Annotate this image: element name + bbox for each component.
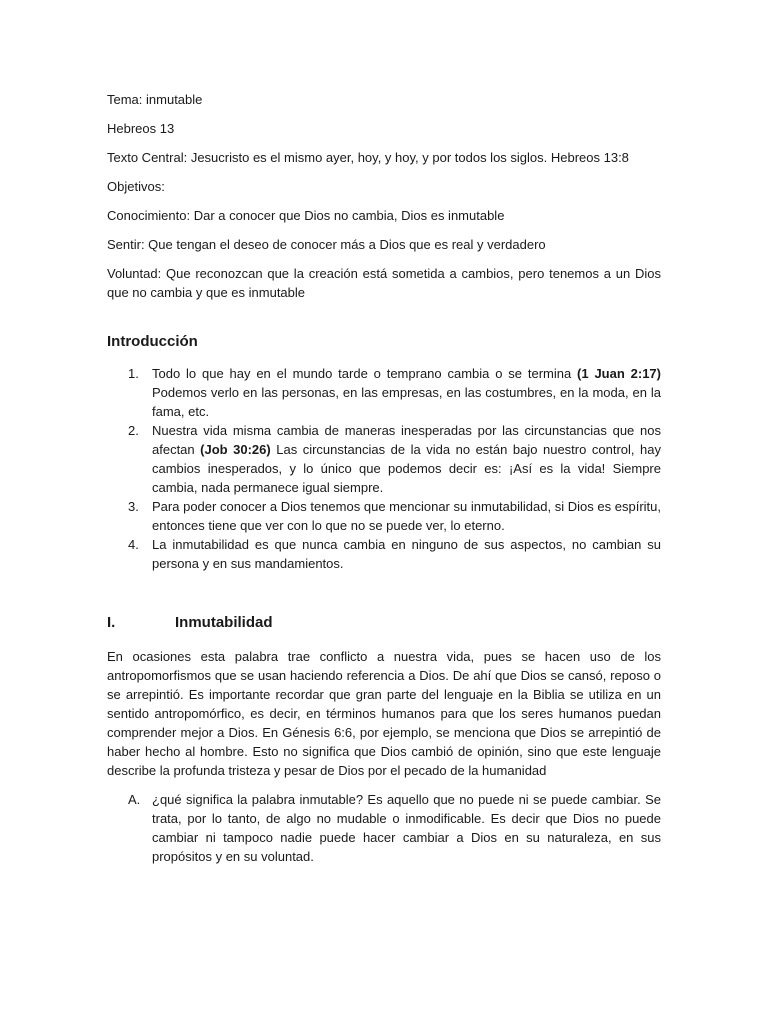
section-heading-inmutabilidad	[107, 613, 661, 633]
list-item-text	[152, 421, 661, 497]
sentir-line: Sentir: Que tengan el deseo de conocer más a Dios que es real y verdadero	[107, 237, 546, 252]
section-title: Inmutabilidad	[175, 614, 273, 631]
list-number: 1.	[128, 366, 139, 381]
bible-reference: (Job 30:26)	[200, 442, 271, 457]
introduccion-heading: Introducción	[107, 333, 198, 350]
tema-line: Tema: inmutable	[107, 92, 203, 107]
objetivos-line: Objetivos:	[107, 179, 165, 194]
item-text-after: Podemos verlo en las personas, en las empresas, en las costumbres, en la moda, en la fama, etc.	[152, 385, 661, 419]
list-item-text: ¿qué significa la palabra inmutable? Es aquello que no puede ni se puede cambiar. Se trata, por lo tanto, de algo no mudable o inmodificable. Es decir que Dios no puede cambiar ni tampoco nadie puede hacer cambiar a Dios en su naturaleza, en sus propósitos y en su voluntad.	[152, 792, 661, 864]
list-item-text	[152, 364, 661, 421]
introduccion-list	[107, 364, 661, 573]
intro-item-1	[107, 364, 661, 421]
item-text-after: Las circunstancias de la vida no están bajo nuestro control, hay cambios inesperados, y lo único que podemos decir es: ¡Así es la vida! Siempre cambia, nada permanece igual siempre.	[152, 442, 661, 495]
bible-reference: (1 Juan 2:17)	[577, 366, 661, 381]
list-number: 3.	[128, 499, 139, 514]
section-number: I.	[107, 614, 116, 631]
section-paragraph: En ocasiones esta palabra trae conflicto a nuestra vida, pues se hacen uso de los antropomorfismos que se usan haciendo referencia a Dios. De ahí que Dios se cansó, reposo o se arrepintió. Es importante recordar que gran parte del lenguaje en la Biblia se utiliza en un sentido antropomórfico, es decir, en términos humanos para que los seres humanos puedan comprender mejor a Dios. En Génesis 6:6, por ejemplo, se menciona que Dios se arrepintió de haber hecho al hombre. Esto no significa que Dios cambió de opinión, sino que este lenguaje describe la profunda tristeza y pesar de Dios por el pecado de la humanidad	[107, 649, 661, 778]
list-item-text: Para poder conocer a Dios tenemos que mencionar su inmutabilidad, si Dios es espíritu, entonces tiene que ver con lo que no se puede ver, lo eterno.	[152, 499, 661, 533]
intro-item-4	[107, 535, 661, 573]
intro-item-2	[107, 421, 661, 497]
document-page	[107, 90, 661, 866]
list-number: 4.	[128, 537, 139, 552]
texto-central-line: Texto Central: Jesucristo es el mismo ayer, hoy, y hoy, y por todos los siglos. Hebreos 13:8	[107, 150, 629, 165]
list-item-text: La inmutabilidad es que nunca cambia en ninguno de sus aspectos, no cambian su persona y en sus mandamientos.	[152, 537, 661, 571]
item-text-before: Nuestra vida misma cambia de maneras inesperadas por las circunstancias que nos afectan	[152, 423, 661, 457]
voluntad-line: Voluntad: Que reconozcan que la creación está sometida a cambios, pero tenemos a un Dios que no cambia y que es inmutable	[107, 266, 661, 300]
conocimiento-line: Conocimiento: Dar a conocer que Dios no cambia, Dios es inmutable	[107, 208, 505, 223]
sub-item-a	[107, 790, 661, 866]
list-number: 2.	[128, 423, 139, 438]
list-letter: A.	[128, 792, 141, 807]
hebreos-line: Hebreos 13	[107, 121, 175, 136]
section-sub-list	[107, 790, 661, 866]
intro-item-3	[107, 497, 661, 535]
item-text-before: Todo lo que hay en el mundo tarde o temprano cambia o se termina	[152, 366, 578, 381]
